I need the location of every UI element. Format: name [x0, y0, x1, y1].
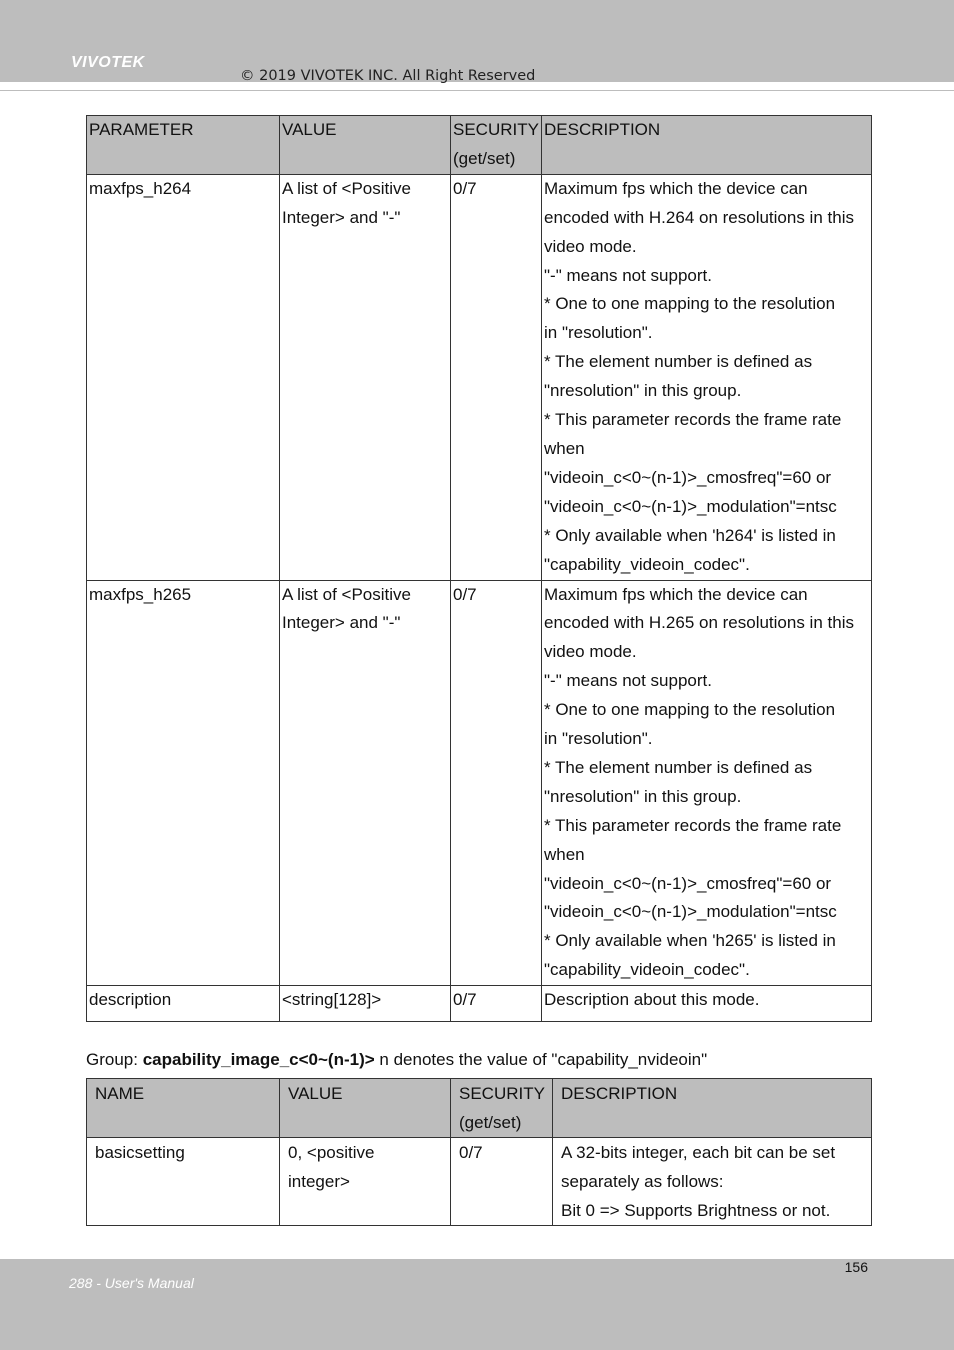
header-parameter: PARAMETER	[87, 116, 280, 175]
group-caption	[86, 1050, 707, 1070]
cell-security: 0/7	[451, 174, 542, 580]
table-header-row	[87, 116, 872, 175]
cell-value: A list of <Positive Integer> and "-"	[280, 580, 451, 986]
group-prefix: Group:	[86, 1050, 143, 1069]
cell-parameter: maxfps_h264	[87, 174, 280, 580]
group-suffix: n denotes the value of "capability_nvideoin"	[374, 1050, 708, 1069]
group-table	[86, 1078, 872, 1226]
header-value: VALUE	[280, 116, 451, 175]
cell-security: 0/7	[451, 1138, 553, 1226]
copyright-text: © 2019 VIVOTEK INC. All Right Reserved	[240, 68, 536, 84]
parameter-table	[86, 115, 872, 1022]
cell-description: A 32-bits integer, each bit can be set separately as follows: Bit 0 => Supports Brightness or not.	[553, 1138, 872, 1226]
cell-parameter: maxfps_h265	[87, 580, 280, 986]
cell-value: 0, <positive integer>	[280, 1138, 451, 1226]
cell-security: 0/7	[451, 986, 542, 1022]
cell-value: A list of <Positive Integer> and "-"	[280, 174, 451, 580]
header-security: SECURITY (get/set)	[451, 1079, 553, 1138]
cell-value: <string[128]>	[280, 986, 451, 1022]
table-row	[87, 1138, 872, 1226]
cell-parameter: description	[87, 986, 280, 1022]
cell-description: Description about this mode.	[542, 986, 872, 1022]
cell-description: Maximum fps which the device can encoded with H.265 on resolutions in this video mode. "-" means not support. * One to one mapping to the resolution in "resolution". * The element number is defined as "nresolution" in this group. * This parameter records the frame rate when "videoin_c<0~(n-1)>_cmosfreq"=60 or "videoin_c<0~(n-1)>_modulation"=ntsc * Only available when 'h265' is listed in "capability_videoin_codec".	[542, 580, 872, 986]
cell-description: Maximum fps which the device can encoded with H.264 on resolutions in this video mode. "-" means not support. * One to one mapping to the resolution in "resolution". * The element number is defined as "nresolution" in this group. * This parameter records the frame rate when "videoin_c<0~(n-1)>_cmosfreq"=60 or "videoin_c<0~(n-1)>_modulation"=ntsc * Only available when 'h264' is listed in "capability_videoin_codec".	[542, 174, 872, 580]
table-row	[87, 174, 872, 580]
cell-security: 0/7	[451, 580, 542, 986]
header-security: SECURITY (get/set)	[451, 116, 542, 175]
brand-logo: VIVOTEK	[71, 54, 145, 71]
header-description: DESCRIPTION	[553, 1079, 872, 1138]
header-value: VALUE	[280, 1079, 451, 1138]
table-row	[87, 986, 872, 1022]
header-description: DESCRIPTION	[542, 116, 872, 175]
group-name: capability_image_c<0~(n-1)>	[142, 1050, 375, 1069]
page-footer	[0, 1259, 954, 1350]
table-header-row	[87, 1079, 872, 1138]
page-number: 156	[844, 1259, 868, 1275]
manual-page-label: 288 - User's Manual	[69, 1275, 194, 1291]
header-divider	[0, 90, 954, 91]
cell-name: basicsetting	[87, 1138, 280, 1226]
header-name: NAME	[87, 1079, 280, 1138]
table-row	[87, 580, 872, 986]
